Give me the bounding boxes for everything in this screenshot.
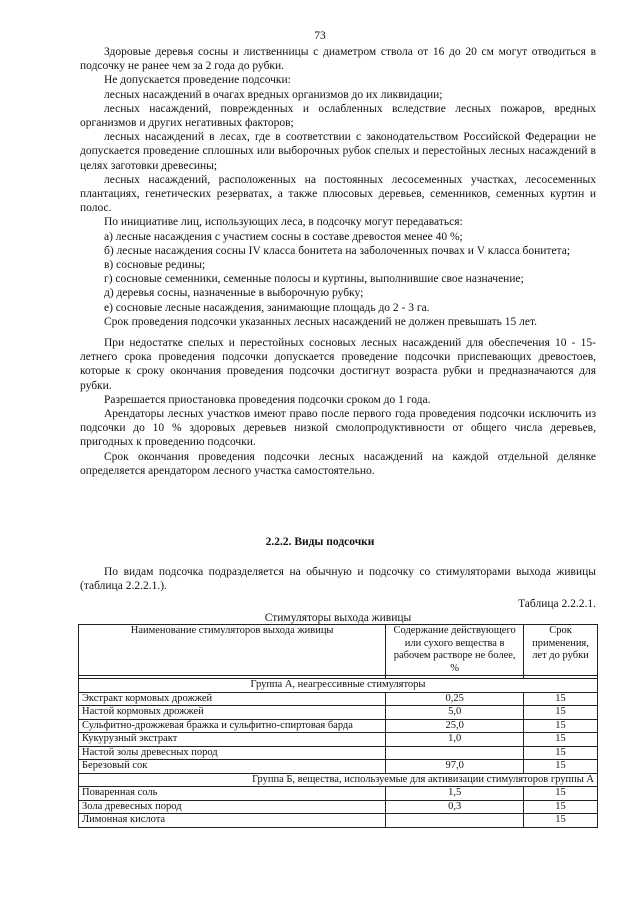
cell-name: Настой кормовых дрожжей <box>79 706 386 720</box>
cell-content: 1,5 <box>386 787 524 801</box>
table-row <box>79 733 598 747</box>
table-header-row <box>79 625 598 676</box>
list-item: г) сосновые семенники, семенные полосы и куртины, выполнившие свое назначение; <box>104 273 524 286</box>
paragraph: лесных насаждений, поврежденных и ослабленных вследствие лесных пожаров, вредных организмов и других негативных факторов; <box>80 102 596 130</box>
cell-term: 15 <box>524 787 598 801</box>
paragraph: лесных насаждений в лесах, где в соответствии с законодательством Российской Федерации не допускается проведение сплошных или выборочных рубок спелых и перестойных лесных насаждений в целях заготовки древесины; <box>80 131 596 172</box>
table-row <box>79 692 598 706</box>
cell-term: 15 <box>524 760 598 774</box>
table-row <box>79 800 598 814</box>
paragraph: лесных насаждений в очагах вредных организмов до их ликвидации; <box>104 88 443 101</box>
paragraph: По видам подсочка подразделяется на обычную и подсочку со стимуляторами выхода живицы (таблица 2.2.2.1.). <box>80 566 596 593</box>
list-item: б) лесные насаждения сосны IV класса бонитета на заболоченных почвах и V класса бонитета; <box>104 244 571 257</box>
cell-term: 15 <box>524 814 598 828</box>
cell-term: 15 <box>524 692 598 706</box>
header-content: Содержание действующего или сухого вещества в рабочем растворе не более, % <box>386 625 524 676</box>
header-name: Наименование стимуляторов выхода живицы <box>79 625 386 676</box>
cell-content: 0,25 <box>386 692 524 706</box>
group-a-title: Группа А, неагрессивные стимуляторы <box>79 679 598 693</box>
header-term: Срок применения, лет до рубки <box>524 625 598 676</box>
group-row <box>79 679 598 693</box>
stimulators-table <box>78 624 598 828</box>
paragraph: Срок проведения подсочки указанных лесных насаждений не должен превышать 15 лет. <box>104 315 538 328</box>
list-item: д) деревья сосны, назначенные в выборочную рубку; <box>104 287 364 300</box>
cell-name: Зола древесных пород <box>79 800 386 814</box>
paragraph: Здоровые деревья сосны и лиственницы с диаметром ствола от 16 до 20 см могут отводиться в подсочку не ранее чем за 2 года до рубки. <box>80 46 596 73</box>
cell-name: Настой золы древесных пород <box>79 746 386 760</box>
cell-term: 15 <box>524 746 598 760</box>
cell-content: 0,3 <box>386 800 524 814</box>
cell-name: Березовый сок <box>79 760 386 774</box>
cell-term: 15 <box>524 719 598 733</box>
paragraph: Срок окончания проведения подсочки лесных насаждений на каждой отдельной делянке определяется арендатором лесного участка самостоятельно. <box>80 450 596 477</box>
cell-content: 97,0 <box>386 760 524 774</box>
cell-content: 25,0 <box>386 719 524 733</box>
list-item: а) лесные насаждения с участием сосны в составе древостоя менее 40 %; <box>104 230 463 243</box>
table-row <box>79 760 598 774</box>
cell-content: 1,0 <box>386 733 524 747</box>
group-b-title: Группа Б, вещества, используемые для активизации стимуляторов группы А <box>79 773 598 787</box>
table-label: Таблица 2.2.2.1. <box>518 598 596 610</box>
page-number: 73 <box>314 30 326 42</box>
cell-term: 15 <box>524 800 598 814</box>
paragraph: При недостатке спелых и перестойных сосновых лесных насаждений для обеспечения 10 - 15-летнего срока проведения подсочки допускается проведение подсочки приспевающих древостоев, которые к сроку окончания проведения подсочки достигнут возраста рубки и предназначаются для рубки. <box>80 337 596 392</box>
cell-name: Лимонная кислота <box>79 814 386 828</box>
cell-name: Кукурузный экстракт <box>79 733 386 747</box>
cell-name: Экстракт кормовых дрожжей <box>79 692 386 706</box>
body-text <box>80 45 596 478</box>
cell-name: Поваренная соль <box>79 787 386 801</box>
section-heading: 2.2.2. Виды подсочки <box>265 536 375 548</box>
list-item: е) сосновые лесные насаждения, занимающие площадь до 2 - 3 га. <box>104 301 430 314</box>
cell-content: 5,0 <box>386 706 524 720</box>
paragraph: По инициативе лиц, использующих леса, в подсочку могут передаваться: <box>104 216 463 229</box>
table-caption: Стимуляторы выхода живицы <box>264 612 412 624</box>
group-row <box>79 773 598 787</box>
paragraph: Разрешается приостановка проведения подсочки сроком до 1 года. <box>104 393 431 406</box>
table-row <box>79 787 598 801</box>
intro-text <box>80 565 596 593</box>
list-item: в) сосновые редины; <box>104 259 206 272</box>
table-row <box>79 814 598 828</box>
cell-content <box>386 746 524 760</box>
cell-name: Сульфитно-дрожжевая бражка и сульфитно-спиртовая барда <box>79 719 386 733</box>
paragraph: лесных насаждений, расположенных на постоянных лесосеменных участках, лесосеменных плантациях, генетических резерватах, а также плюсовых деревьев, семенников, семенных куртин и полос. <box>80 173 596 215</box>
paragraph: Не допускается проведение подсочки: <box>104 74 291 87</box>
cell-term: 15 <box>524 733 598 747</box>
table-row <box>79 706 598 720</box>
cell-content <box>386 814 524 828</box>
table-row <box>79 746 598 760</box>
cell-term: 15 <box>524 706 598 720</box>
table-row <box>79 719 598 733</box>
paragraph: Арендаторы лесных участков имеют право после первого года проведения подсочки исключить из подсочки до 10 % здоровых деревьев низкой смолопродуктивности от общего числа деревьев, пригодных к проведению подсочки. <box>80 408 596 449</box>
